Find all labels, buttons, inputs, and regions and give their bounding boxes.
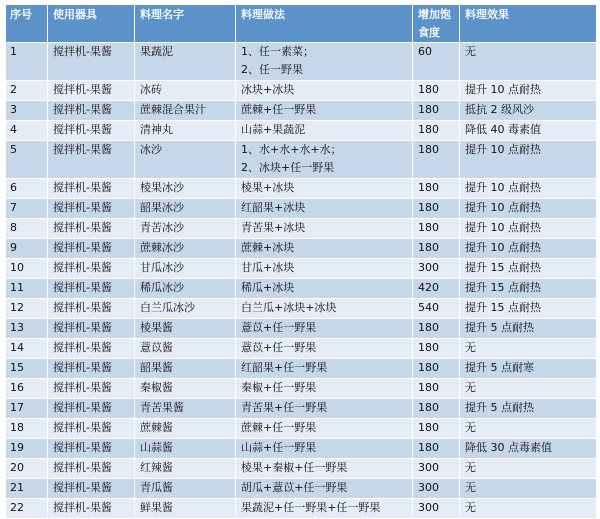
- cell-method: [236, 101, 413, 121]
- cell-effect: 无: [460, 479, 597, 499]
- method-line: 红韶果+冰块: [241, 201, 306, 214]
- cell-effect: 提升 10 点耐热: [460, 179, 597, 199]
- cell-satiety: 180: [413, 339, 460, 359]
- cell-method: [236, 459, 413, 479]
- cell-index: 20: [6, 459, 48, 479]
- cell-effect: 提升 10 点耐热: [460, 219, 597, 239]
- method-line: 蔗棘+冰块: [241, 241, 295, 254]
- cell-index: 17: [6, 399, 48, 419]
- table-row: [6, 419, 597, 439]
- cell-tool: 搅拌机-果酱: [48, 239, 135, 259]
- cell-method: [236, 359, 413, 379]
- cell-dish-name: 韶果冰沙: [135, 199, 236, 219]
- cell-method: [236, 279, 413, 299]
- cell-satiety: 60: [413, 43, 460, 81]
- cell-dish-name: 稀瓜冰沙: [135, 279, 236, 299]
- cell-effect: 降低 40 毒素值: [460, 121, 597, 141]
- cell-index: 14: [6, 339, 48, 359]
- method-line: 棱果+冰块: [241, 181, 295, 194]
- method-line: 白兰瓜+冰块+冰块: [241, 301, 337, 314]
- table-row: [6, 43, 597, 81]
- method-line: 2、任一野果: [241, 63, 303, 76]
- cell-dish-name: 秦椒酱: [135, 379, 236, 399]
- cell-tool: 搅拌机-果酱: [48, 43, 135, 81]
- cell-index: 10: [6, 259, 48, 279]
- cell-method: [236, 43, 413, 81]
- cell-tool: 搅拌机-果酱: [48, 259, 135, 279]
- cell-index: 5: [6, 141, 48, 179]
- cell-tool: 搅拌机-果酱: [48, 141, 135, 179]
- cell-index: 11: [6, 279, 48, 299]
- header-row: [6, 5, 597, 43]
- cell-index: 2: [6, 81, 48, 101]
- cell-method: [236, 199, 413, 219]
- table-row: [6, 359, 597, 379]
- cell-tool: 搅拌机-果酱: [48, 439, 135, 459]
- cell-satiety: 180: [413, 359, 460, 379]
- cell-tool: 搅拌机-果酱: [48, 479, 135, 499]
- recipe-table: [5, 4, 597, 519]
- cell-effect: 提升 10 点耐热: [460, 239, 597, 259]
- cell-satiety: 180: [413, 199, 460, 219]
- header-tool: 使用器具: [48, 5, 135, 43]
- table-body: [6, 43, 597, 519]
- cell-tool: 搅拌机-果酱: [48, 179, 135, 199]
- table-row: [6, 319, 597, 339]
- method-line: 1、水+水+水+水；: [241, 143, 342, 156]
- cell-index: 7: [6, 199, 48, 219]
- cell-dish-name: 青苦冰沙: [135, 219, 236, 239]
- cell-dish-name: 棱果冰沙: [135, 179, 236, 199]
- method-line: 稀瓜+冰块: [241, 281, 295, 294]
- method-line: 薏苡+任一野果: [241, 321, 317, 334]
- cell-satiety: 540: [413, 299, 460, 319]
- table-row: [6, 219, 597, 239]
- cell-effect: 提升 5 点耐寒: [460, 359, 597, 379]
- cell-satiety: 180: [413, 399, 460, 419]
- cell-effect: 无: [460, 419, 597, 439]
- cell-index: 19: [6, 439, 48, 459]
- method-line: 2、冰块+任一野果: [241, 161, 335, 174]
- cell-satiety: 300: [413, 259, 460, 279]
- header-dish-name: 料理名字: [135, 5, 236, 43]
- cell-effect: 提升 15 点耐热: [460, 259, 597, 279]
- method-line: 青苦果+冰块: [241, 221, 306, 234]
- method-line: 山蒜+果蔬泥: [241, 123, 306, 136]
- cell-method: [236, 121, 413, 141]
- table-row: [6, 279, 597, 299]
- cell-index: 21: [6, 479, 48, 499]
- table-row: [6, 439, 597, 459]
- cell-dish-name: 蔗棘冰沙: [135, 239, 236, 259]
- method-line: 薏苡+任一野果: [241, 341, 317, 354]
- method-line: 1、任一素菜；: [241, 45, 314, 58]
- cell-tool: 搅拌机-果酱: [48, 379, 135, 399]
- table-row: [6, 81, 597, 101]
- cell-tool: 搅拌机-果酱: [48, 339, 135, 359]
- table-row: [6, 101, 597, 121]
- cell-tool: 搅拌机-果酱: [48, 219, 135, 239]
- recipe-table-container: [5, 4, 596, 519]
- cell-dish-name: 蔗棘混合果汁: [135, 101, 236, 121]
- cell-effect: 无: [460, 459, 597, 479]
- cell-effect: 提升 10 点耐热: [460, 81, 597, 101]
- cell-method: [236, 339, 413, 359]
- cell-dish-name: 韶果酱: [135, 359, 236, 379]
- cell-satiety: 180: [413, 239, 460, 259]
- cell-tool: 搅拌机-果酱: [48, 101, 135, 121]
- header-satiety: 增加饱食度: [413, 5, 460, 43]
- cell-dish-name: 蔗棘酱: [135, 419, 236, 439]
- method-line: 山蒜+任一野果: [241, 441, 317, 454]
- method-line: 胡瓜+薏苡+任一野果: [241, 481, 348, 494]
- cell-tool: 搅拌机-果酱: [48, 359, 135, 379]
- cell-dish-name: 薏苡酱: [135, 339, 236, 359]
- method-line: 果蔬泥+任一野果+任一野果: [241, 501, 381, 514]
- cell-satiety: 180: [413, 219, 460, 239]
- cell-dish-name: 甘瓜冰沙: [135, 259, 236, 279]
- table-row: [6, 259, 597, 279]
- method-line: 棱果+秦椒+任一野果: [241, 461, 348, 474]
- method-line: 秦椒+任一野果: [241, 381, 317, 394]
- cell-tool: 搅拌机-果酱: [48, 299, 135, 319]
- cell-effect: 提升 15 点耐热: [460, 299, 597, 319]
- cell-method: [236, 179, 413, 199]
- cell-method: [236, 81, 413, 101]
- cell-satiety: 180: [413, 439, 460, 459]
- cell-index: 3: [6, 101, 48, 121]
- cell-index: 22: [6, 499, 48, 519]
- cell-tool: 搅拌机-果酱: [48, 81, 135, 101]
- cell-method: [236, 219, 413, 239]
- cell-index: 16: [6, 379, 48, 399]
- table-row: [6, 339, 597, 359]
- cell-index: 1: [6, 43, 48, 81]
- cell-index: 15: [6, 359, 48, 379]
- cell-effect: 抵抗 2 级风沙: [460, 101, 597, 121]
- cell-dish-name: 棱果酱: [135, 319, 236, 339]
- cell-dish-name: 冰沙: [135, 141, 236, 179]
- cell-effect: 提升 5 点耐热: [460, 399, 597, 419]
- cell-index: 9: [6, 239, 48, 259]
- table-row: [6, 121, 597, 141]
- table-row: [6, 179, 597, 199]
- cell-satiety: 180: [413, 179, 460, 199]
- table-row: [6, 239, 597, 259]
- cell-effect: 无: [460, 43, 597, 81]
- cell-method: [236, 379, 413, 399]
- table-row: [6, 299, 597, 319]
- cell-tool: 搅拌机-果酱: [48, 459, 135, 479]
- cell-effect: 提升 15 点耐热: [460, 279, 597, 299]
- cell-tool: 搅拌机-果酱: [48, 399, 135, 419]
- cell-dish-name: 果蔬泥: [135, 43, 236, 81]
- cell-index: 6: [6, 179, 48, 199]
- cell-satiety: 420: [413, 279, 460, 299]
- table-row: [6, 479, 597, 499]
- table-row: [6, 199, 597, 219]
- table-row: [6, 499, 597, 519]
- cell-satiety: 180: [413, 101, 460, 121]
- method-line: 甘瓜+冰块: [241, 261, 295, 274]
- cell-index: 4: [6, 121, 48, 141]
- cell-method: [236, 479, 413, 499]
- method-line: 蔗棘+任一野果: [241, 103, 317, 116]
- cell-effect: 无: [460, 499, 597, 519]
- cell-satiety: 300: [413, 479, 460, 499]
- table-row: [6, 459, 597, 479]
- cell-tool: 搅拌机-果酱: [48, 199, 135, 219]
- cell-tool: 搅拌机-果酱: [48, 499, 135, 519]
- cell-effect: 无: [460, 379, 597, 399]
- header-effect: 料理效果: [460, 5, 597, 43]
- cell-satiety: 180: [413, 81, 460, 101]
- cell-effect: 降低 30 点毒素值: [460, 439, 597, 459]
- table-row: [6, 379, 597, 399]
- cell-satiety: 180: [413, 419, 460, 439]
- cell-tool: 搅拌机-果酱: [48, 279, 135, 299]
- cell-method: [236, 439, 413, 459]
- cell-effect: 提升 10 点耐热: [460, 141, 597, 179]
- cell-method: [236, 299, 413, 319]
- cell-dish-name: 鲜果酱: [135, 499, 236, 519]
- cell-index: 18: [6, 419, 48, 439]
- cell-method: [236, 239, 413, 259]
- cell-method: [236, 399, 413, 419]
- cell-effect: 提升 5 点耐热: [460, 319, 597, 339]
- cell-dish-name: 冰砖: [135, 81, 236, 101]
- cell-tool: 搅拌机-果酱: [48, 419, 135, 439]
- method-line: 青苦果+任一野果: [241, 401, 328, 414]
- cell-tool: 搅拌机-果酱: [48, 121, 135, 141]
- cell-satiety: 180: [413, 379, 460, 399]
- cell-dish-name: 清神丸: [135, 121, 236, 141]
- cell-index: 8: [6, 219, 48, 239]
- cell-method: [236, 141, 413, 179]
- header-method: 料理做法: [236, 5, 413, 43]
- method-line: 蔗棘+任一野果: [241, 421, 317, 434]
- cell-dish-name: 红辣酱: [135, 459, 236, 479]
- cell-dish-name: 青苦果酱: [135, 399, 236, 419]
- method-line: 红韶果+任一野果: [241, 361, 328, 374]
- table-row: [6, 141, 597, 179]
- method-line: 冰块+冰块: [241, 83, 295, 96]
- cell-index: 13: [6, 319, 48, 339]
- cell-method: [236, 259, 413, 279]
- cell-tool: 搅拌机-果酱: [48, 319, 135, 339]
- cell-satiety: 180: [413, 141, 460, 179]
- cell-effect: 提升 10 点耐热: [460, 199, 597, 219]
- cell-method: [236, 319, 413, 339]
- cell-satiety: 300: [413, 499, 460, 519]
- cell-dish-name: 白兰瓜冰沙: [135, 299, 236, 319]
- cell-dish-name: 山蒜酱: [135, 439, 236, 459]
- cell-effect: 无: [460, 339, 597, 359]
- header-index: 序号: [6, 5, 48, 43]
- cell-satiety: 300: [413, 459, 460, 479]
- cell-method: [236, 419, 413, 439]
- cell-satiety: 180: [413, 121, 460, 141]
- cell-index: 12: [6, 299, 48, 319]
- table-row: [6, 399, 597, 419]
- cell-dish-name: 青瓜酱: [135, 479, 236, 499]
- cell-method: [236, 499, 413, 519]
- cell-satiety: 180: [413, 319, 460, 339]
